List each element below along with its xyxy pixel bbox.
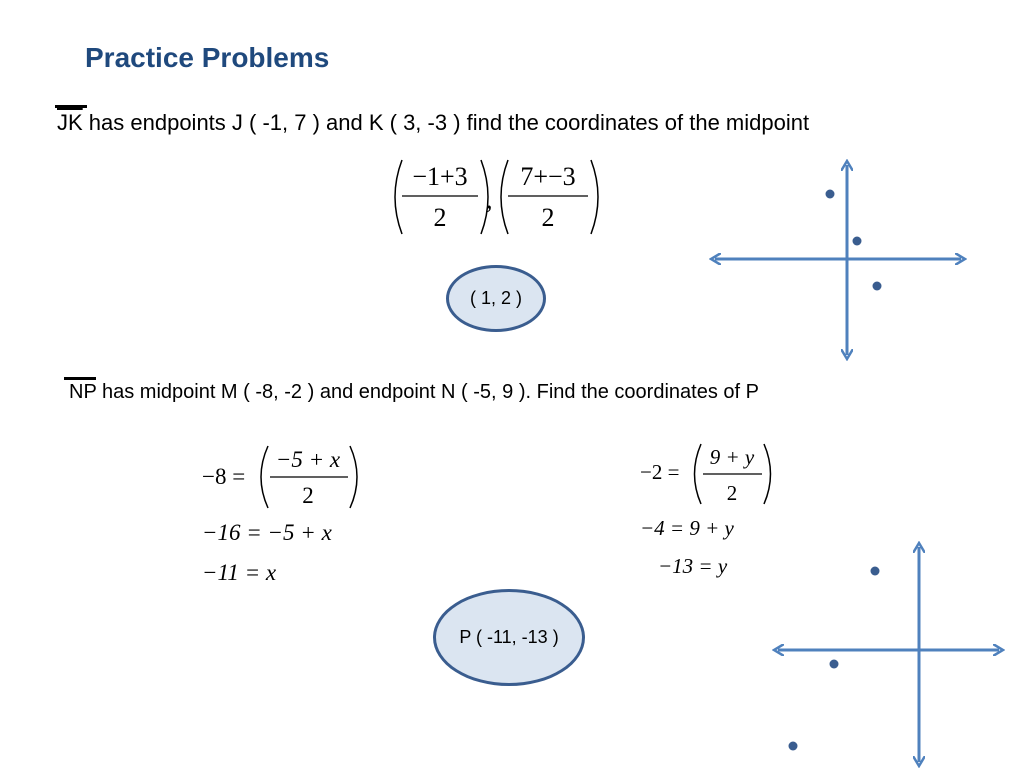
overline-jk bbox=[55, 105, 87, 108]
x-eq-denominator: 2 bbox=[302, 483, 314, 508]
overline-np bbox=[64, 377, 96, 380]
point-n bbox=[871, 567, 880, 576]
answer-2-ellipse bbox=[433, 589, 585, 686]
comma: , bbox=[486, 185, 493, 214]
x-numerator: −1+3 bbox=[412, 162, 468, 191]
x-eq-step2: −16 = −5 + x bbox=[202, 520, 332, 545]
problem-2-statement bbox=[69, 381, 759, 404]
y-eq-numerator: 9 + y bbox=[709, 445, 755, 469]
answer-1-ellipse bbox=[446, 265, 546, 332]
y-eq-denominator: 2 bbox=[726, 481, 738, 505]
point-m bbox=[830, 660, 839, 669]
x-denominator: 2 bbox=[433, 203, 447, 232]
y-eq-step3: −13 = y bbox=[658, 554, 728, 578]
y-numerator: 7+−3 bbox=[520, 162, 576, 191]
page-title: Practice Problems bbox=[85, 42, 330, 73]
point-p bbox=[789, 742, 798, 751]
x-eq-numerator: −5 + x bbox=[275, 447, 341, 472]
problem-1-text: has endpoints J ( -1, 7 ) and K ( 3, -3 ) find the coordinates of the midpoint bbox=[82, 110, 810, 135]
y-equations bbox=[640, 444, 771, 578]
segment-jk: $\overline{JK}$ bbox=[57, 110, 83, 135]
midpoint-formula bbox=[395, 160, 598, 234]
y-eq-step2: −4 = 9 + y bbox=[640, 516, 734, 540]
y-eq-lhs: −2 = bbox=[640, 460, 680, 484]
y-denominator: 2 bbox=[541, 203, 555, 232]
x-equations bbox=[202, 446, 357, 585]
coordinate-sketch-1 bbox=[715, 165, 961, 355]
answer-1: ( 1, 2 ) bbox=[469, 288, 522, 308]
x-eq-lhs: −8 = bbox=[202, 464, 246, 489]
answer-2: P ( -11, -13 ) bbox=[459, 627, 559, 647]
coordinate-sketch-2 bbox=[778, 547, 999, 762]
point-k bbox=[873, 282, 882, 291]
point-j bbox=[826, 190, 835, 199]
segment-np: NP bbox=[69, 381, 97, 403]
x-eq-step3: −11 = x bbox=[202, 560, 277, 585]
problem-2-text: has midpoint M ( -8, -2 ) and endpoint N ( -5, 9 ). Find the coordinates of P bbox=[96, 381, 759, 403]
point-midpoint bbox=[853, 237, 862, 246]
